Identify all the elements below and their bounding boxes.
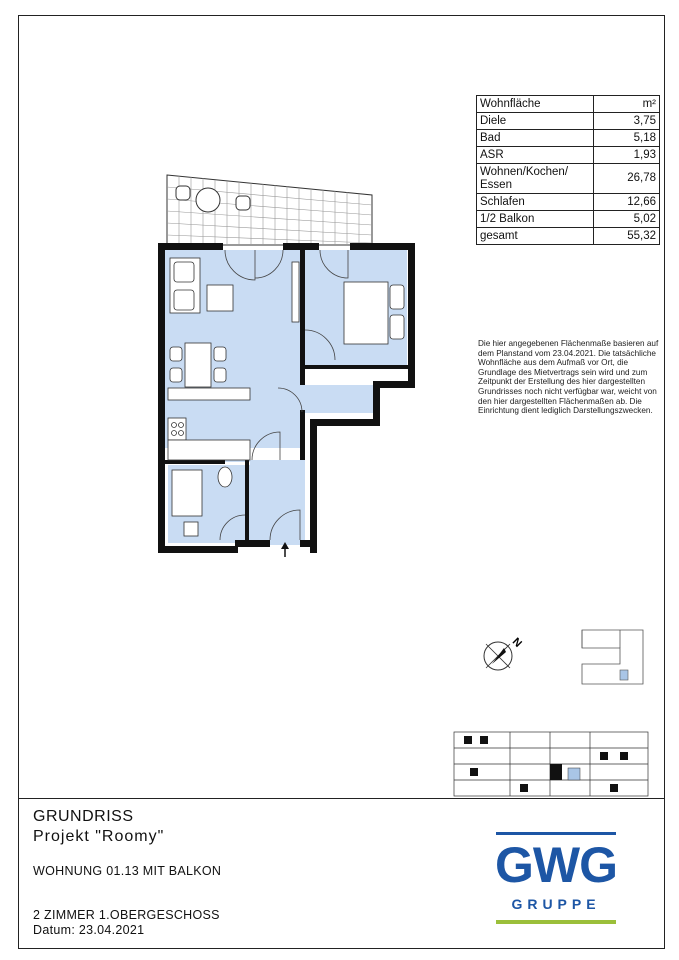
balcony bbox=[167, 175, 372, 245]
room-name: gesamt bbox=[477, 228, 594, 245]
floor-plan bbox=[150, 170, 430, 570]
table-row bbox=[477, 164, 660, 194]
room-name: Schlafen bbox=[477, 194, 594, 211]
table-row bbox=[477, 194, 660, 211]
room-name: 1/2 Balkon bbox=[477, 211, 594, 228]
room-name: Diele bbox=[477, 113, 594, 130]
room-area: 5,18 bbox=[593, 130, 659, 147]
room-area: 1,93 bbox=[593, 147, 659, 164]
date-label: Datum: 23.04.2021 bbox=[33, 923, 145, 937]
compass-north-label: N bbox=[509, 635, 524, 650]
room-name: ASR bbox=[477, 147, 594, 164]
room-name: Wohnen/Kochen/ Essen bbox=[477, 164, 594, 194]
room-area: 26,78 bbox=[593, 164, 659, 194]
table-row bbox=[477, 211, 660, 228]
apartment-label: WOHNUNG 01.13 MIT BALKON bbox=[33, 864, 222, 878]
logo-top-line bbox=[496, 832, 616, 835]
title-block-divider bbox=[18, 798, 665, 799]
area-table-header bbox=[477, 96, 660, 113]
area-disclaimer-note: Die hier angegebenen Flächenmaße basieren auf dem Planstand vom 23.04.2021. Die tatsächliche Wohnfläche aus dem Aufmaß vor Ort, die Grundlage des Mietvertrags sein wird und zum Zeitpunkt der Erstellung des hier dargestellten Grundrisses noch nicht verfügbar war, weicht von den hier dargestellten Flächenmaßen ab. Die Einrichtung dient lediglich Darstellungszwecken. bbox=[478, 339, 659, 416]
room-area: 3,75 bbox=[593, 113, 659, 130]
compass-icon bbox=[480, 628, 530, 678]
table-row bbox=[477, 130, 660, 147]
table-row bbox=[477, 228, 660, 245]
room-area: 55,32 bbox=[593, 228, 659, 245]
logo-main-text: GWG bbox=[495, 837, 617, 893]
building-elevation bbox=[450, 728, 650, 798]
logo-sub-text: GRUPPE bbox=[511, 896, 601, 912]
project-name: Projekt "Roomy" bbox=[33, 828, 165, 845]
logo-bottom-line bbox=[496, 920, 616, 924]
area-header-unit: m² bbox=[593, 96, 659, 113]
table-row bbox=[477, 147, 660, 164]
area-table bbox=[476, 95, 660, 245]
table-row bbox=[477, 113, 660, 130]
key-plan bbox=[575, 626, 647, 688]
rooms-floor-label: 2 ZIMMER 1.OBERGESCHOSS bbox=[33, 908, 220, 922]
room-name: Bad bbox=[477, 130, 594, 147]
plan-heading: GRUNDRISS bbox=[33, 808, 134, 825]
room-area: 5,02 bbox=[593, 211, 659, 228]
area-header-name: Wohnfläche bbox=[477, 96, 594, 113]
gwg-logo bbox=[494, 832, 618, 932]
room-area: 12,66 bbox=[593, 194, 659, 211]
